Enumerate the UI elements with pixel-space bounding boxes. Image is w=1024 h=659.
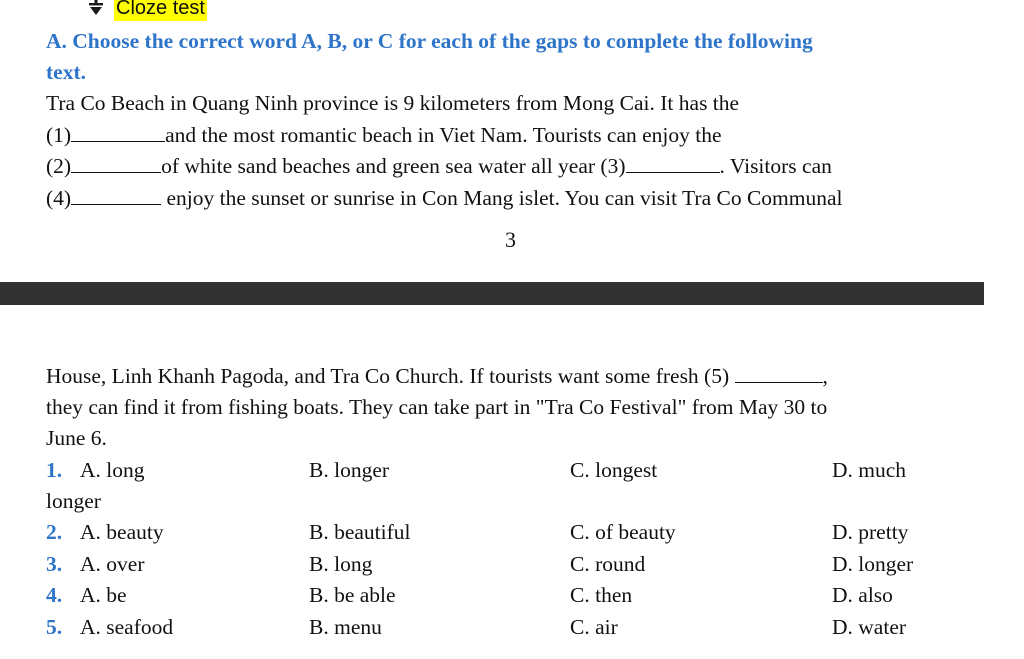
option-b: B. long <box>309 552 373 576</box>
option-c: C. then <box>570 583 633 607</box>
instruction-line-1: A. Choose the correct word A, B, or C for each of the gaps to complete the following <box>46 29 813 53</box>
passage-line-1: Tra Co Beach in Quang Ninh province is 9 kilometers from Mong Cai. It has the <box>46 91 740 115</box>
option-c: C. longest <box>570 458 658 482</box>
option-d: D. pretty <box>832 520 909 544</box>
option-d-wrap: longer <box>46 489 101 513</box>
option-b: B. be able <box>309 583 396 607</box>
option-c: C. round <box>570 552 646 576</box>
option-d: D. much <box>832 458 907 482</box>
passage-line-2 <box>46 123 722 148</box>
question-number: 4. <box>46 583 63 607</box>
passage-line-3-tail: . Visitors can <box>719 154 832 178</box>
passage-line-5-tail: , <box>822 364 828 388</box>
option-a: A. be <box>80 583 127 607</box>
gap-5-blank <box>735 364 823 383</box>
option-a: A. long <box>80 458 145 482</box>
gap-label-4: (4) <box>46 186 72 210</box>
passage-line-3 <box>46 154 832 179</box>
passage-line-5-text: House, Linh Khanh Pagoda, and Tra Co Church. If tourists want some fresh (5) <box>46 364 730 388</box>
question-number: 1. <box>46 458 63 482</box>
passage-line-2-text: and the most romantic beach in Viet Nam. Tourists can enjoy the <box>165 123 722 147</box>
passage-line-4 <box>46 186 843 211</box>
gap-label-1: (1) <box>46 123 72 147</box>
option-b: B. menu <box>309 615 382 639</box>
option-c: C. of beauty <box>570 520 676 544</box>
option-d: D. longer <box>832 552 914 576</box>
passage-line-4-text: enjoy the sunset or sunrise in Con Mang islet. You can visit Tra Co Communal <box>166 186 843 210</box>
passage-line-7: June 6. <box>46 426 107 450</box>
option-d: D. water <box>832 615 907 639</box>
section-title: Cloze test <box>114 0 207 21</box>
question-number: 2. <box>46 520 63 544</box>
passage-line-5 <box>46 364 828 389</box>
passage-line-3-text: of white sand beaches and green sea water all year (3) <box>161 154 626 178</box>
gap-4-blank <box>71 186 161 205</box>
option-a: A. over <box>80 552 145 576</box>
option-c: C. air <box>570 615 618 639</box>
arrow-down-bullet-icon <box>88 0 108 21</box>
page-number: 3 <box>505 227 516 252</box>
gap-1-blank <box>71 123 165 142</box>
instruction-line-2: text. <box>46 60 86 84</box>
gap-label-2: (2) <box>46 154 72 178</box>
option-b: B. longer <box>309 458 390 482</box>
option-a: A. seafood <box>80 615 174 639</box>
question-number: 5. <box>46 615 63 639</box>
passage-line-6: they can find it from fishing boats. They can take part in "Tra Co Festival" from May 30 to <box>46 395 828 419</box>
gap-2-blank <box>71 154 161 173</box>
question-number: 3. <box>46 552 63 576</box>
gap-3-blank <box>626 154 720 173</box>
option-b: B. beautiful <box>309 520 411 544</box>
option-d: D. also <box>832 583 893 607</box>
page-break-divider <box>0 282 984 305</box>
option-a: A. beauty <box>80 520 164 544</box>
